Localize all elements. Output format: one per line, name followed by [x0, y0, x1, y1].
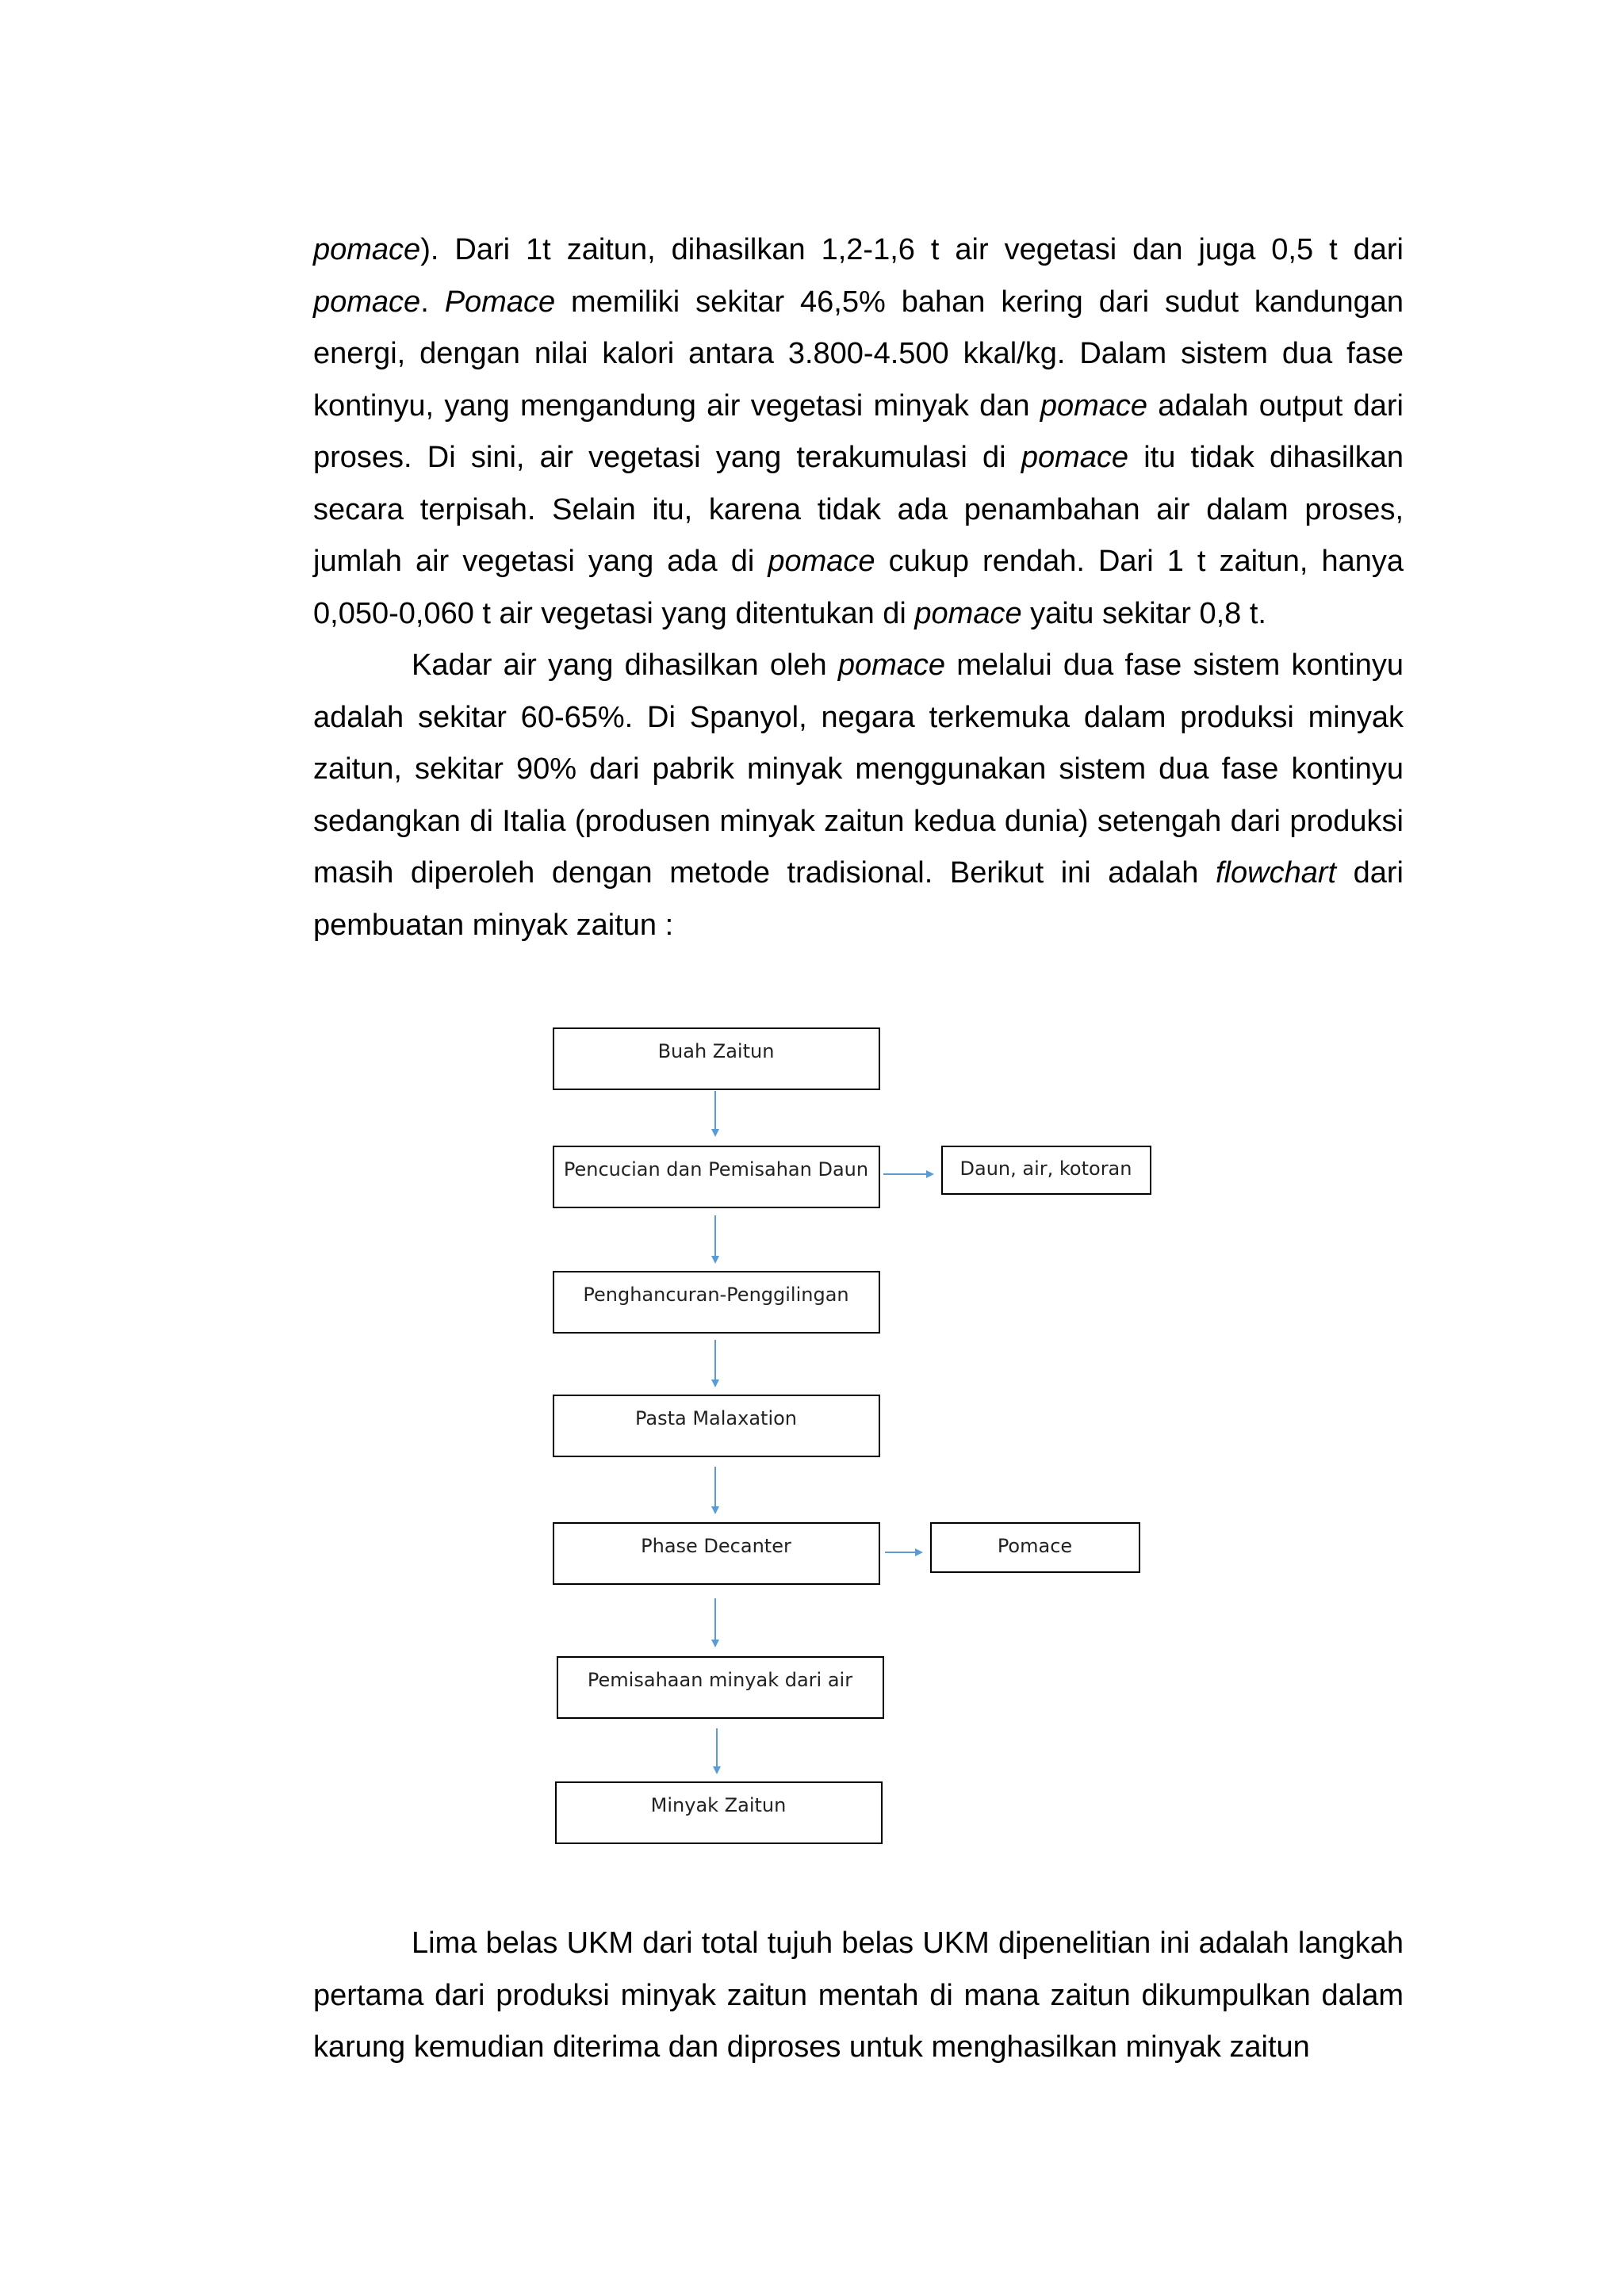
italic-term: pomace [837, 649, 946, 682]
text-run: melalui dua fase sistem kontinyu adalah sekitar 60-65%. Di Spanyol, negara terkemuka dalam produksi minyak zaitun, sekitar 90% dari pabrik minyak menggunakan sistem dua fase kontinyu sedangkan di Italia (produsen minyak zaitun kedua dunia) setengah dari produksi masih diperoleh dengan metode tradisional. Berikut ini adalah [313, 649, 1404, 890]
text-run: cukup rendah. Dari 1 t zaitun, hanya 0,050-0,060 t air vegetasi yang ditentukan di [313, 545, 1404, 630]
flow-step-pasta-malaxation [553, 1395, 879, 1456]
flow-step-buah-zaitun [553, 1028, 879, 1089]
italic-term: pomace [313, 233, 421, 266]
flow-step-label: Minyak Zaitun [650, 1794, 787, 1816]
flow-output-daun-air-kotoran [942, 1146, 1151, 1194]
flow-step-label: Buah Zaitun [657, 1040, 775, 1062]
text-run: dari pembuatan minyak zaitun : [313, 856, 1404, 942]
italic-term: pomace [768, 545, 875, 578]
text-run: memiliki sekitar 46,5% bahan kering dari sudut kandungan energi, dengan nilai kalori antara 3.800-4.500 kkal/kg. Dalam sistem dua fase kontinyu, yang mengandung air vegetasi minyak dan [313, 285, 1404, 423]
text-run: . [420, 285, 445, 319]
flow-step-phase-decanter [553, 1523, 879, 1584]
flow-output-label: Pomace [997, 1535, 1073, 1557]
flow-step-label: Pencucian dan Pemisahan Daun [563, 1158, 869, 1181]
flow-output-pomace [931, 1523, 1139, 1572]
flow-step-pemisahaan [557, 1657, 883, 1718]
italic-term: Pomace [444, 285, 556, 319]
flow-step-label: Phase Decanter [641, 1535, 791, 1557]
italic-term: pomace [313, 285, 421, 319]
italic-term: pomace [1021, 441, 1129, 474]
text-run: ). Dari 1t zaitun, dihasilkan 1,2-1,6 t air vegetasi dan juga 0,5 t dari [420, 233, 1404, 266]
flow-step-label: Pasta Malaxation [634, 1407, 798, 1429]
italic-term: pomace [1040, 388, 1148, 423]
paragraph-ukm [313, 1918, 1404, 2074]
body-text-bottom [313, 1918, 1404, 2074]
flow-output-label: Daun, air, kotoran [959, 1158, 1132, 1180]
text-run: yaitu sekitar 0,8 t. [1021, 596, 1266, 630]
flow-step-pencucian [553, 1146, 879, 1207]
text-run: adalah output dari proses. Di sini, air vegetasi yang terakumulasi di [313, 388, 1404, 474]
flow-step-penghancuran [553, 1272, 879, 1333]
italic-term: flowchart [1216, 856, 1337, 890]
text-run: Lima belas UKM dari total tujuh belas UKM dipenelitian ini adalah langkah pertama dari produksi minyak zaitun mentah di mana zaitun dikumpulkan dalam karung kemudian diterima dan diproses untuk menghasilkan minyak zaitun [313, 1927, 1404, 2064]
italic-term: pomace [914, 596, 1022, 630]
flow-step-minyak-zaitun [556, 1782, 882, 1843]
text-run: Kadar air yang dihasilkan oleh [412, 649, 838, 682]
flow-step-label: Pemisahaan minyak dari air [587, 1669, 853, 1691]
flow-step-label: Penghancuran-Penggilingan [583, 1284, 849, 1306]
text-run: itu tidak dihasilkan secara terpisah. Selain itu, karena tidak ada penambahan air dalam proses, jumlah air vegetasi yang ada di [313, 441, 1404, 578]
